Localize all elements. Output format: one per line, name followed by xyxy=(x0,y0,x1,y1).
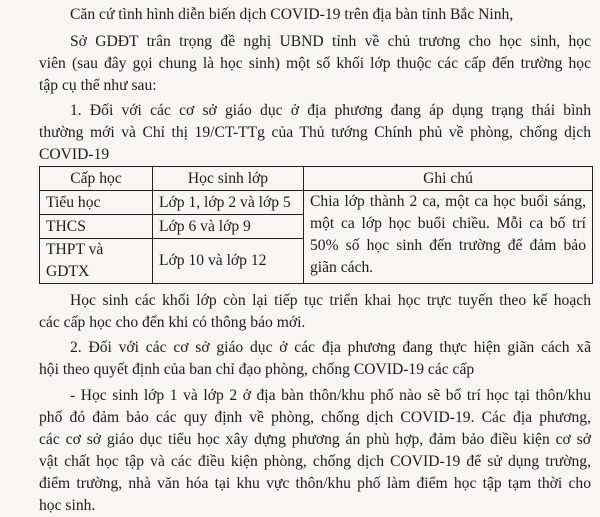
table-row xyxy=(40,191,593,215)
header-note: Ghi chú xyxy=(304,167,593,191)
header-grades: Học sinh lớp xyxy=(153,167,304,191)
cell-note: Chia lớp thành 2 ca, một ca học buổi sáng, một ca lớp học buổi chiều. Mỗi ca bố trí 50% số học sinh đến trường để đảm bảo giãn cách. xyxy=(304,191,593,284)
cell-grades: Lớp 1, lớp 2 và lớp 5 xyxy=(153,191,304,215)
section-1-line-3: COVID-19 xyxy=(39,146,110,163)
intro-text: Căn cứ tình hình diễn biến dịch COVID-19 trên địa bàn tỉnh Bắc Ninh, xyxy=(70,6,514,23)
bullet-line-6: học sinh. xyxy=(39,497,96,514)
cell-level: THCS xyxy=(40,215,153,239)
cell-grades: Lớp 6 và lớp 9 xyxy=(153,215,304,239)
section-2-line-2: hội theo quyết định của ban chỉ đạo phòng, chống COVID-19 các cấp xyxy=(39,361,475,378)
paragraph-so-line-1: Sở GDĐT trân trọng đề nghị UBND tỉnh về chủ trương cho học sinh, học xyxy=(70,33,591,50)
header-level: Cấp học xyxy=(40,167,153,191)
after-table-line-2: các cấp học cho đến khi có thông báo mới. xyxy=(39,314,306,331)
paragraph-so-line-3: tập cụ thể như sau: xyxy=(39,77,157,94)
after-table-line-1: Học sinh các khối lớp còn lại tiếp tục triển khai học trực tuyến theo kế hoạch xyxy=(70,292,591,309)
cell-grades: Lớp 10 và lớp 12 xyxy=(153,239,304,284)
table-header-row xyxy=(40,167,593,191)
section-2-line-1: 2. Đối với các cơ sở giáo dục ở các địa phương đang thực hiện giãn cách xã xyxy=(70,339,591,356)
cell-level: THPT và GDTX xyxy=(40,239,153,284)
bullet-line-2: phố đó đảm bảo các quy định về phòng, chống dịch COVID-19. Các địa phương, xyxy=(39,409,591,426)
cell-level: Tiểu học xyxy=(40,191,153,215)
grade-schedule-table xyxy=(39,166,593,284)
bullet-line-1: - Học sinh lớp 1 và lớp 2 ở địa bàn thôn/khu phố nào sẽ bố trí học tại thôn/khu xyxy=(70,387,591,404)
section-1-line-2: thường mới và Chỉ thị 19/CT-TTg của Thủ tướng Chính phủ về phòng, chống dịch xyxy=(39,124,591,141)
paragraph-so-line-2: viên (sau đây gọi chung là học sinh) một số khối lớp thuộc các cấp đến trường học xyxy=(39,55,591,72)
bullet-line-3: các cơ sở giáo dục tiểu học xây dựng phương án phù hợp, đảm bảo điều kiện cơ sở xyxy=(39,431,591,448)
bullet-line-4: vật chất học tập và các điều kiện phòng, chống dịch COVID-19 để sử dụng trường, xyxy=(39,453,591,470)
bullet-line-5: điểm trường, nhà văn hóa tại khu vực thôn/khu phố làm điểm học tập tạm thời cho xyxy=(39,475,591,492)
section-1-line-1: 1. Đối với các cơ sở giáo dục ở địa phương đang áp dụng trạng thái bình xyxy=(70,102,591,119)
